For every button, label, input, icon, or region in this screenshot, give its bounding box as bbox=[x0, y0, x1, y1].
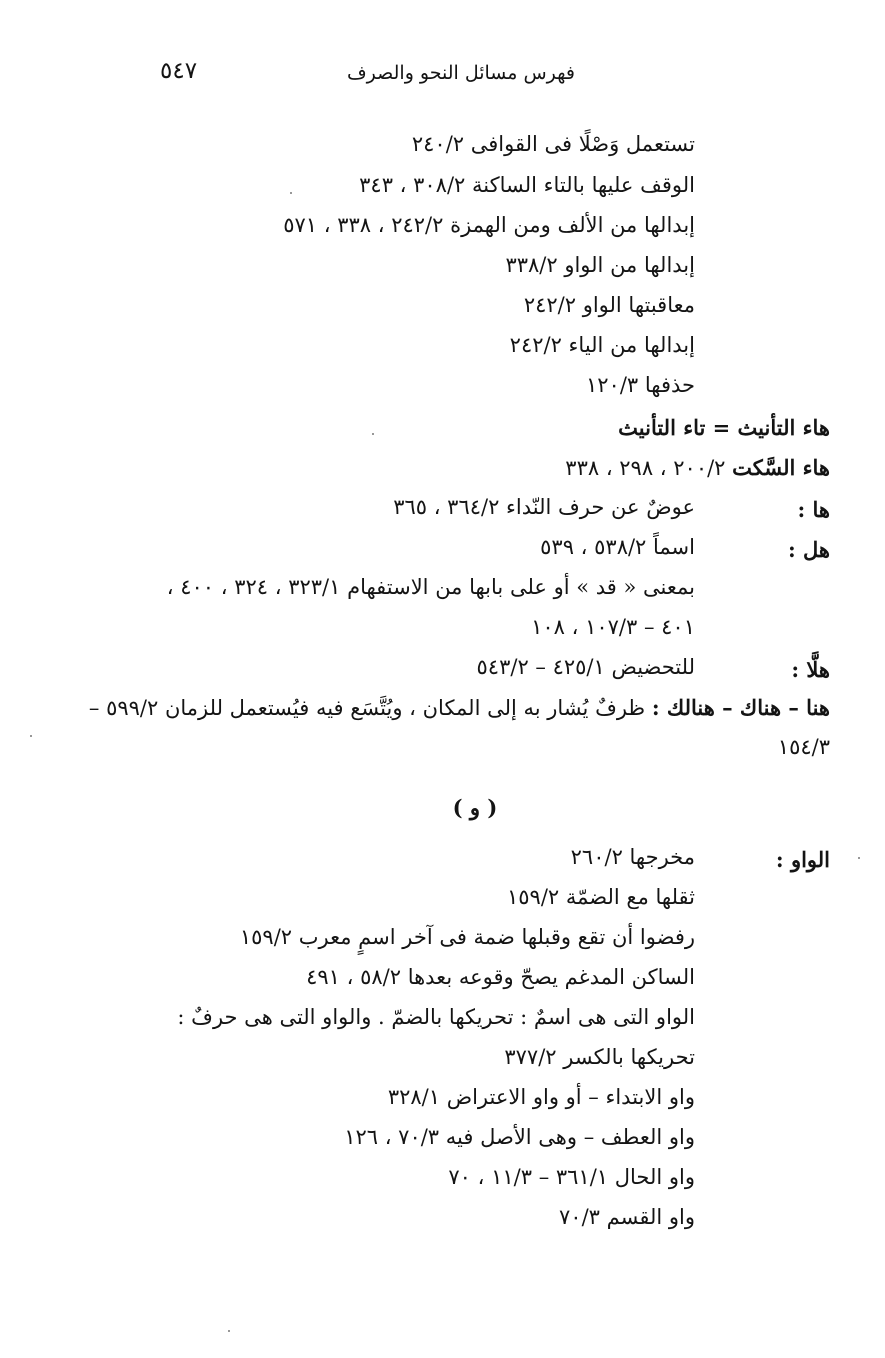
entry-line: إبدالها من الياء ٢٤٢/٢ bbox=[509, 333, 695, 357]
page-number: ٥٤٧ bbox=[160, 58, 198, 84]
entry-refs: ٢٠٠/٢ ، ٢٩٨ ، ٣٣٨ bbox=[565, 456, 726, 480]
entry-line: إبدالها من الألف ومن الهمزة ٢٤٢/٢ ، ٣٣٨ ، ٥٧١ bbox=[283, 213, 695, 237]
entry-line: عوضٌ عن حرف النّداء ٣٦٤/٢ ، ٣٦٥ bbox=[393, 495, 695, 519]
entry-line: مخرجها ٢٦٠/٢ bbox=[570, 845, 695, 869]
entry-line: تستعمل وَصْلًا فى القوافى ٢٤٠/٢ bbox=[411, 132, 695, 156]
entry-heading: هاء التأنيث = تاء التأنيث bbox=[618, 415, 830, 440]
entry-line: واو الابتداء – أو واو الاعتراض ٣٢٨/١ bbox=[387, 1085, 695, 1109]
entry-heading-line bbox=[565, 455, 830, 481]
section-heading: ( و ) bbox=[452, 795, 498, 820]
entry-line: واو القسم ٧٠/٣ bbox=[559, 1205, 695, 1229]
entry-heading-line bbox=[89, 695, 830, 721]
entry-line: الواو التى هى اسمٌ : تحريكها بالضمّ . والواو التى هى حرفٌ : bbox=[177, 1005, 695, 1029]
entry-line: اسماً ٥٣٨/٢ ، ٥٣٩ bbox=[540, 535, 695, 559]
entry-label: ها : bbox=[797, 497, 830, 522]
entry-line: ٤٠١ – ١٠٧/٣ ، ١٠٨ bbox=[531, 615, 695, 639]
entry-line: واو العطف – وهى الأصل فيه ٧٠/٣ ، ١٢٦ bbox=[344, 1125, 695, 1149]
entry-line: تحريكها بالكسر ٣٧٧/٢ bbox=[504, 1045, 695, 1069]
entry-label: هل : bbox=[787, 537, 830, 562]
running-header-title: فهرس مسائل النحو والصرف bbox=[346, 62, 575, 84]
scan-speck bbox=[858, 857, 860, 859]
entry-label: الواو : bbox=[775, 847, 830, 872]
entry-text: ظرفٌ يُشار به إلى المكان ، ويُتَّسَع فيه فيُستعمل للزمان ٥٩٩/٢ – bbox=[88, 696, 646, 720]
entry-line: ثقلها مع الضمّة ١٥٩/٢ bbox=[507, 885, 695, 909]
scan-speck bbox=[30, 735, 32, 737]
entry-line: رفضوا أن تقع وقبلها ضمة فى آخر اسمٍ معرب ١٥٩/٢ bbox=[239, 925, 695, 949]
entry-line: للتحضيض ٤٢٥/١ – ٥٤٣/٢ bbox=[476, 655, 695, 679]
scan-speck bbox=[372, 433, 374, 435]
entry-line: معاقبتها الواو ٢٤٢/٢ bbox=[523, 293, 695, 317]
entry-heading: هاء السَّكت bbox=[732, 455, 830, 480]
entry-heading: هنا – هناك – هنالك : bbox=[651, 695, 830, 720]
scan-speck bbox=[290, 192, 292, 194]
entry-line: إبدالها من الواو ٣٣٨/٢ bbox=[505, 253, 695, 277]
entry-line: واو الحال ٣٦١/١ – ١١/٣ ، ٧٠ bbox=[448, 1165, 695, 1189]
entry-line: بمعنى « قد » أو على بابها من الاستفهام ٣٢٣/١ ، ٣٢٤ ، ٤٠٠ ، bbox=[166, 575, 695, 599]
scan-speck bbox=[228, 1330, 230, 1332]
entry-line: الساكن المدغم يصحّ وقوعه بعدها ٥٨/٢ ، ٤٩١ bbox=[306, 965, 695, 989]
entry-line: حذفها ١٢٠/٣ bbox=[586, 373, 695, 397]
entry-label: هلَّا : bbox=[791, 657, 830, 682]
entry-line: الوقف عليها بالتاء الساكنة ٣٠٨/٢ ، ٣٤٣ bbox=[359, 173, 695, 197]
entry-line: ١٥٤/٣ bbox=[777, 735, 830, 759]
